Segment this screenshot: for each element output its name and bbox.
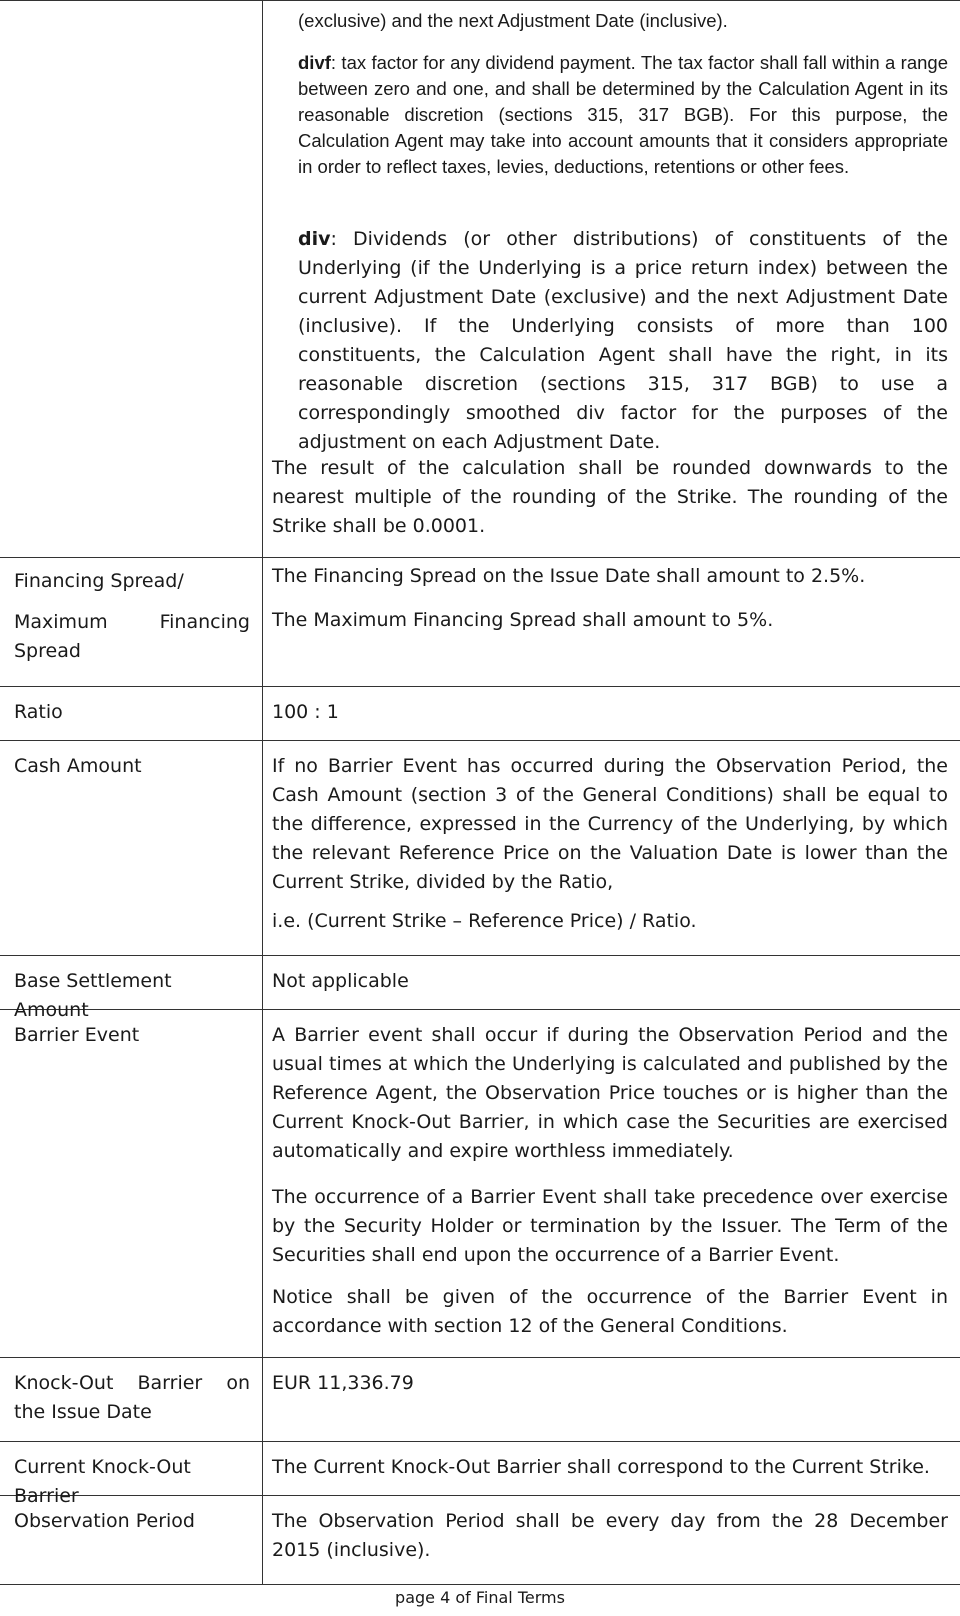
observation-period-label: Observation Period (14, 1510, 195, 1532)
row-divider (0, 1584, 960, 1585)
barrier-event-label: Barrier Event (14, 1024, 140, 1046)
cash-amount-formula: i.e. (Current Strike – Reference Price) / Ratio. (272, 910, 697, 932)
divf-text: : tax factor for any dividend payment. The tax factor shall fall within a range between zero and one, and shall be determined by the Calculation Agent in its reasonable discretion (sections 315, 317 BGB). For this purpose, the Calculation Agent may take into account amounts that it considers appropriate in order to reflect taxes, levies, deductions, retentions or other fees. (298, 52, 948, 177)
observation-period-value: The Observation Period shall be every day from the 28 December 2015 (inclusive). (272, 1510, 948, 1561)
row-divider (0, 955, 960, 956)
financing-spread-label-line: Financing Spread/ (14, 570, 184, 592)
knock-out-issue-label: Knock-Out Barrier on the Issue Date (14, 1372, 250, 1423)
row-divider (0, 557, 960, 558)
divf-definition (298, 50, 948, 180)
column-divider (262, 0, 263, 1584)
cash-amount-value: If no Barrier Event has occurred during the Observation Period, the Cash Amount (section 3 of the General Conditions) shall be equal to the difference, expressed in the Currency of the Underlying, by which the relevant Reference Price on the Valuation Date is lower than the Current Strike, divided by the Ratio, (272, 755, 948, 893)
div-term: div (298, 228, 331, 250)
ratio-value: 100 : 1 (272, 701, 339, 723)
current-knock-out-label: Current Knock-Out Barrier (14, 1456, 191, 1507)
divf-term: divf (298, 52, 331, 73)
cash-amount-label: Cash Amount (14, 755, 142, 777)
financing-spread-value: The Financing Spread on the Issue Date shall amount to 2.5%. (272, 565, 866, 587)
div-text: : Dividends (or other distributions) of constituents of the Underlying (if the Underlying is a price return index) between the current Adjustment Date (exclusive) and the next Adjustment Date (inclusive). If the Underlying consists of more than 100 constituents, the Calculation Agent shall have the right, in its reasonable discretion (sections 315, 317 BGB) to use a correspondingly smoothed div factor for the purposes of the adjustment on each Adjustment Date. (298, 228, 948, 453)
maximum-financing-spread-value: The Maximum Financing Spread shall amount to 5%. (272, 609, 774, 631)
barrier-event-value-2: The occurrence of a Barrier Event shall take precedence over exercise by the Security Holder or termination by the Issuer. The Term of the Securities shall end upon the occurrence of a Barrier Event. (272, 1186, 948, 1266)
barrier-event-value-1: A Barrier event shall occur if during the Observation Period and the usual times at which the Underlying is calculated and published by the Reference Agent, the Observation Price touches or is higher than the Current Knock-Out Barrier, in which case the Securities are exercised automatically and expire worthless immediately. (272, 1024, 948, 1162)
maximum-word: Maximum (14, 611, 108, 633)
row-divider (0, 686, 960, 687)
row-divider (0, 1441, 960, 1442)
intro-fragment: (exclusive) and the next Adjustment Date (inclusive). (298, 10, 728, 31)
maximum-financing-label-line (14, 608, 250, 637)
base-settlement-label: Base Settlement Amount (14, 970, 172, 1021)
spread-word: Spread (14, 640, 81, 662)
rounding-paragraph: The result of the calculation shall be rounded downwards to the nearest multiple of the rounding of the Strike. The rounding of the Strike shall be 0.0001. (272, 457, 948, 537)
page-footer: page 4 of Final Terms (395, 1588, 565, 1607)
base-settlement-value: Not applicable (272, 970, 409, 992)
financing-spread-label (14, 567, 250, 666)
knock-out-issue-value: EUR 11,336.79 (272, 1372, 414, 1394)
current-knock-out-value: The Current Knock-Out Barrier shall correspond to the Current Strike. (272, 1456, 930, 1478)
row-divider (0, 1357, 960, 1358)
financing-word: Financing (159, 611, 250, 633)
barrier-event-value-3: Notice shall be given of the occurrence of the Barrier Event in accordance with section 12 of the General Conditions. (272, 1286, 948, 1337)
row-divider (0, 740, 960, 741)
row-divider (0, 0, 960, 1)
div-definition (298, 225, 948, 457)
ratio-label: Ratio (14, 701, 63, 723)
